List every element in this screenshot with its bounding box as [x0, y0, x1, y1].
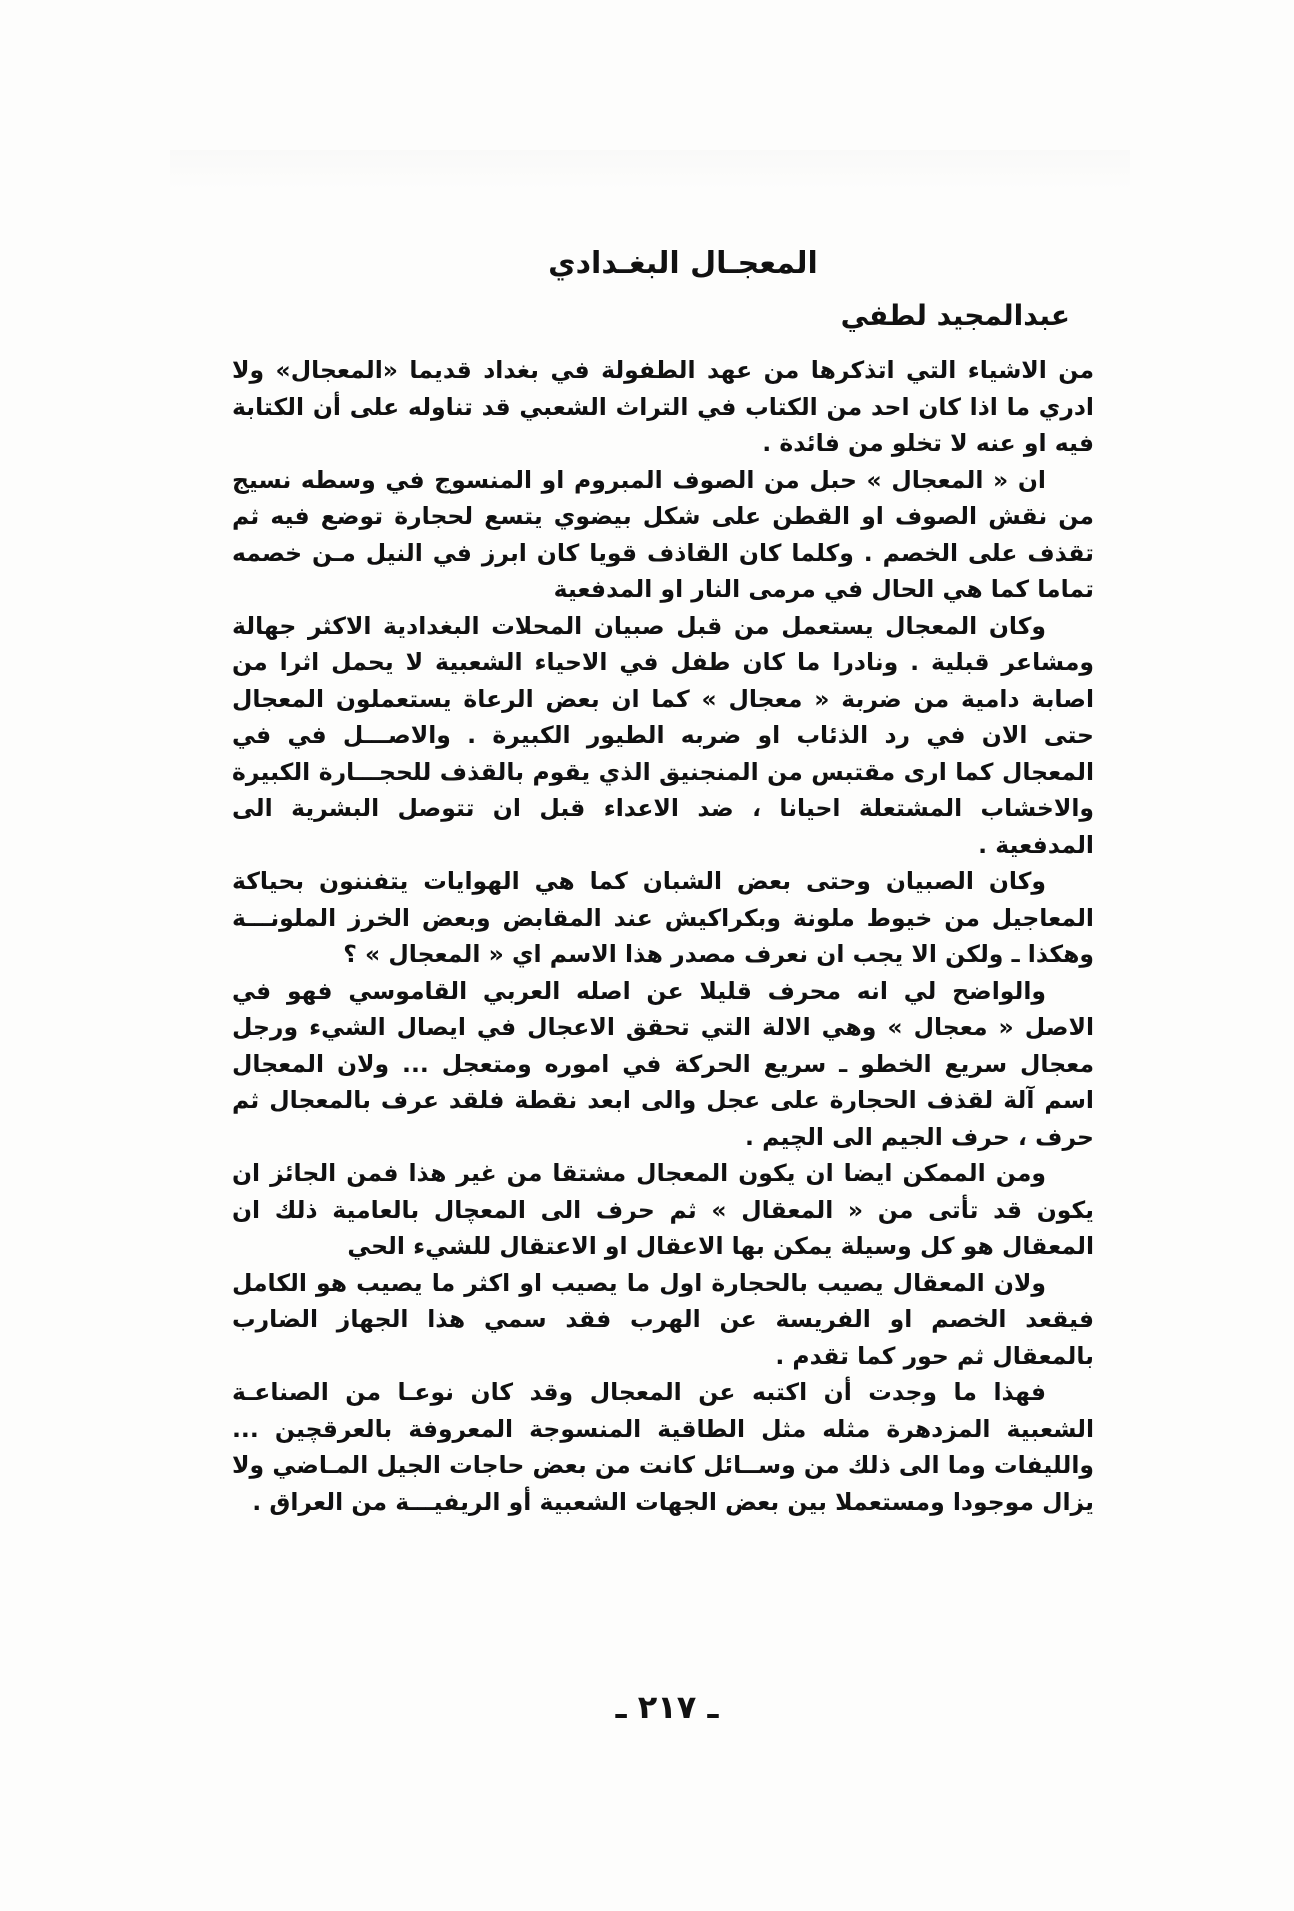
scan-shadow — [170, 150, 1130, 190]
article-title: المعجـال البغـدادي — [548, 246, 818, 281]
article-author: عبدالمجيد لطفي — [840, 299, 1070, 332]
paragraph: ولان المعقال يصيب بالحجارة اول ما يصيب او اكثر ما يصيب هو الكامل فيقعد الخصم او الفريسة عن الهرب فقد سمي هذا الجهاز الضارب بالمعقال ثم حور كما تقدم . — [232, 1268, 1094, 1370]
paragraph: وكان المعجال يستعمل من قبل صبيان المحلات البغدادية الاكثر جهالة ومشاعر قبلية . ونادرا ما كان طفل في الاحياء الشعبية لا يحمل اثرا من اصابة دامية من ضربة « معجال » كما ان بعض الرعاة يستعملون المعجال حتى الان في رد الذئاب او ضربه الطيور الكبيرة . والاصـــل في في المعجال كما ارى مقتبس من المنجنيق الذي يقوم بالقذف للحجـــارة الكبيرة والاخشاب المشتعلة احيانا ، ضد الاعداء قبل ان تتوصل البشرية الى المدفعية . — [232, 611, 1094, 859]
article — [232, 246, 1094, 1520]
paragraph: وكان الصبيان وحتى بعض الشبان كما هي الهوايات يتفننون بحياكة المعاجيل من خيوط ملونة وبكراكيش عند المقابض وبعض الخرز الملونـــة وهكذا ـ ولكن الا يجب ان نعرف مصدر هذا الاسم اي « المعجال » ؟ — [232, 867, 1094, 968]
paragraph: فهذا ما وجدت أن اكتبه عن المعجال وقد كان نوعـا من الصناعـة الشعبية المزدهرة مثله مثل الطاقية المنسوجة المعروفة بالعرقچين ... والليفات وما الى ذلك من وســائل كانت من بعض حاجات الجيل المـاضي ولا يزال موجودا ومستعملا بين بعض الجهات الشعبية أو الريفيـــة من العراق . — [232, 1378, 1094, 1516]
paragraph: ومن الممكن ايضا ان يكون المعجال مشتقا من غير هذا فمن الجائز ان يكون قد تأتى من « المعقال » ثم حرف الى المعچال بالعامية ذلك ان المعقال هو كل وسيلة يمكن بها الاعقال او الاعتقال للشيء الحي — [232, 1159, 1094, 1260]
page-number: ـ ٢١٧ ـ — [615, 1688, 719, 1726]
paragraph: والواضح لي انه محرف قليلا عن اصله العربي القاموسي فهو في الاصل « معجال » وهي الالة التي تحقق الاعجال في ايصال الشيء ورجل معجال سريع الخطو ـ سريع الحركة في اموره ومتعجل ... ولان المعجال اسم آلة لقذف الحجارة على عجل والى ابعد نقطة فلقد عرف بالمعجال ثم حرف ، حرف الجيم الى الچيم . — [232, 976, 1094, 1151]
paragraph: ان « المعجال » حبل من الصوف المبروم او المنسوج في وسطه نسيج من نقش الصوف او القطن على شكل بيضوي يتسع لحجارة توضع فيه ثم تقذف على الخصم . وكلما كان القاذف قويا كان ابرز في النيل مـن خصمه تماما كما هي الحال في مرمى النار او المدفعية — [232, 465, 1094, 603]
paragraph: من الاشياء التي اتذكرها من عهد الطفولة في بغداد قديما «المعجال» ولا ادري ما اذا كان احد من الكتاب في التراث الشعبي قد تناوله على أن الكتابة فيه او عنه لا تخلو من فائدة . — [232, 356, 1094, 457]
article-body — [232, 352, 1094, 1520]
